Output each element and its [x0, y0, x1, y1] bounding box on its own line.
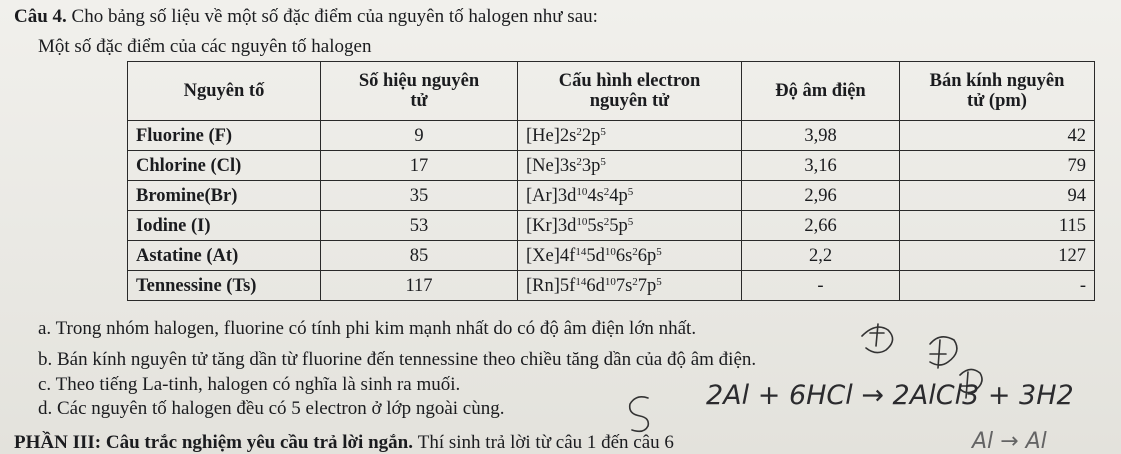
- pen-mark-b: [930, 337, 957, 368]
- pen-mark-c: [960, 369, 982, 398]
- cell-electronegativity: -: [742, 271, 900, 301]
- question-title: [14, 6, 598, 28]
- cell-atomic-number: 17: [321, 151, 518, 181]
- config-core: [He]: [526, 125, 560, 146]
- header-electronegativity: Độ âm điện: [742, 62, 900, 121]
- cell-atomic-radius: 94: [900, 181, 1095, 211]
- cell-atomic-radius: 127: [900, 241, 1095, 271]
- part-three-title: Câu trắc nghiệm yêu cầu trả lời ngắn.: [105, 432, 413, 453]
- header-config-line1: Cấu hình electron: [558, 71, 701, 91]
- question-number: Câu 4.: [14, 6, 67, 27]
- config-electron-count: 10: [604, 245, 616, 258]
- cell-electronegativity: 2,2: [742, 241, 900, 271]
- option-b: b. Bán kính nguyên tử tăng dần từ fluorine đến tennessine theo chiều tăng dần của độ âm điện.: [38, 349, 757, 370]
- config-electron-count: 5: [600, 155, 606, 168]
- config-orbital: 6p: [637, 245, 657, 266]
- table-body: [128, 121, 1095, 301]
- config-electron-count: 10: [576, 185, 588, 198]
- header-element: Nguyên tố: [128, 62, 321, 121]
- config-electron-count: 2: [603, 215, 610, 228]
- header-atomic-number: [321, 62, 518, 121]
- handwritten-equation-2: Al → Al: [972, 429, 1047, 454]
- cell-atomic-radius: 42: [900, 121, 1095, 151]
- header-radius: [900, 62, 1095, 121]
- config-electron-count: 2: [576, 155, 582, 168]
- cell-atomic-number: 117: [321, 271, 518, 301]
- config-orbital: 2s: [559, 125, 577, 146]
- config-orbital: 6d: [586, 275, 605, 296]
- config-orbital: 6s: [615, 245, 633, 266]
- part-three-heading: [14, 432, 674, 454]
- pen-mark-d: [630, 397, 649, 431]
- header-radius-line1: Bán kính nguyên: [929, 71, 1065, 91]
- cell-electronegativity: 3,98: [742, 121, 900, 151]
- pen-mark-a-f: [870, 324, 884, 346]
- config-orbital: 5s: [587, 215, 604, 236]
- cell-atomic-number: 35: [321, 181, 518, 211]
- cell-element-name: Chlorine (Cl): [128, 151, 321, 181]
- config-electron-count: 2: [632, 275, 638, 288]
- config-electron-count: 10: [604, 275, 616, 288]
- config-orbital: 3p: [581, 155, 601, 176]
- table-header-row: [128, 62, 1095, 121]
- config-core: [Rn]: [526, 275, 560, 296]
- table-row: [128, 271, 1095, 301]
- config-core: [Xe]: [526, 245, 560, 266]
- header-config: [518, 62, 742, 121]
- config-orbital: 2p: [581, 125, 601, 146]
- config-electron-count: 5: [600, 125, 606, 138]
- part-three-instruction: Thí sinh trả lời từ câu 1 đến câu 6: [417, 432, 674, 453]
- header-atomic-number-line2: tử: [410, 91, 428, 111]
- cell-electron-config: [518, 181, 742, 211]
- cell-atomic-radius: -: [900, 271, 1095, 301]
- cell-electron-config: [518, 211, 742, 241]
- cell-atomic-radius: 79: [900, 151, 1095, 181]
- config-electron-count: 5: [627, 185, 634, 198]
- config-orbital: 7p: [637, 275, 657, 296]
- config-electron-count: 2: [576, 125, 582, 138]
- cell-atomic-radius: 115: [900, 211, 1095, 241]
- config-orbital: 3d: [557, 215, 577, 236]
- handwritten-equation-1: 2Al + 6HCl → 2AlCl3 + 3H2: [706, 380, 1074, 411]
- config-electron-count: 5: [656, 275, 662, 288]
- cell-electron-config: [518, 151, 742, 181]
- config-orbital: 3d: [557, 185, 577, 206]
- cell-element-name: Tennessine (Ts): [128, 271, 321, 301]
- config-orbital: 7s: [615, 275, 633, 296]
- table-row: [128, 241, 1095, 271]
- config-orbital: 5f: [559, 275, 576, 296]
- config-electron-count: 10: [576, 215, 588, 228]
- cell-atomic-number: 9: [321, 121, 518, 151]
- config-orbital: 3s: [559, 155, 577, 176]
- table-row: [128, 211, 1095, 241]
- option-a: a. Trong nhóm halogen, fluorine có tính phi kim mạnh nhất do có độ âm điện lớn nhất.: [38, 318, 697, 339]
- pen-mark-a: [862, 327, 893, 352]
- cell-electronegativity: 2,96: [742, 181, 900, 211]
- halogen-table: [127, 61, 1095, 301]
- config-electron-count: 2: [632, 245, 638, 258]
- option-c: c. Theo tiếng La-tinh, halogen có nghĩa là sinh ra muối.: [38, 374, 461, 395]
- config-orbital: 5p: [609, 215, 628, 236]
- config-core: [Ne]: [526, 155, 560, 176]
- config-orbital: 4f: [559, 245, 576, 266]
- config-electron-count: 5: [656, 245, 662, 258]
- cell-atomic-number: 53: [321, 211, 518, 241]
- table-row: [128, 121, 1095, 151]
- table-caption: Một số đặc điểm của các nguyên tố halogen: [38, 36, 372, 57]
- cell-element-name: Bromine(Br): [128, 181, 321, 211]
- cell-element-name: Astatine (At): [128, 241, 321, 271]
- cell-element-name: Iodine (I): [128, 211, 321, 241]
- header-atomic-number-line1: Số hiệu nguyên: [358, 71, 480, 91]
- header-config-line2: nguyên tử: [589, 91, 670, 111]
- cell-element-name: Fluorine (F): [128, 121, 321, 151]
- question-text: Cho bảng số liệu về một số đặc điểm của nguyên tố halogen như sau:: [71, 6, 598, 27]
- config-electron-count: 2: [603, 185, 610, 198]
- config-orbital: 5d: [586, 245, 605, 266]
- config-electron-count: 14: [575, 245, 587, 258]
- cell-electronegativity: 3,16: [742, 151, 900, 181]
- config-orbital: 4s: [587, 185, 604, 206]
- part-three-label: PHẦN III:: [14, 432, 102, 453]
- cell-electron-config: [518, 121, 742, 151]
- config-electron-count: 14: [575, 275, 587, 288]
- config-electron-count: 5: [627, 215, 634, 228]
- config-core: [Ar]: [526, 185, 558, 206]
- option-d: d. Các nguyên tố halogen đều có 5 electron ở lớp ngoài cùng.: [38, 398, 505, 419]
- cell-atomic-number: 85: [321, 241, 518, 271]
- cell-electronegativity: 2,66: [742, 211, 900, 241]
- table-row: [128, 151, 1095, 181]
- config-orbital: 4p: [609, 185, 628, 206]
- table-row: [128, 181, 1095, 211]
- config-core: [Kr]: [526, 215, 558, 236]
- cell-electron-config: [518, 271, 742, 301]
- cell-electron-config: [518, 241, 742, 271]
- header-radius-line2: tử (pm): [967, 91, 1027, 111]
